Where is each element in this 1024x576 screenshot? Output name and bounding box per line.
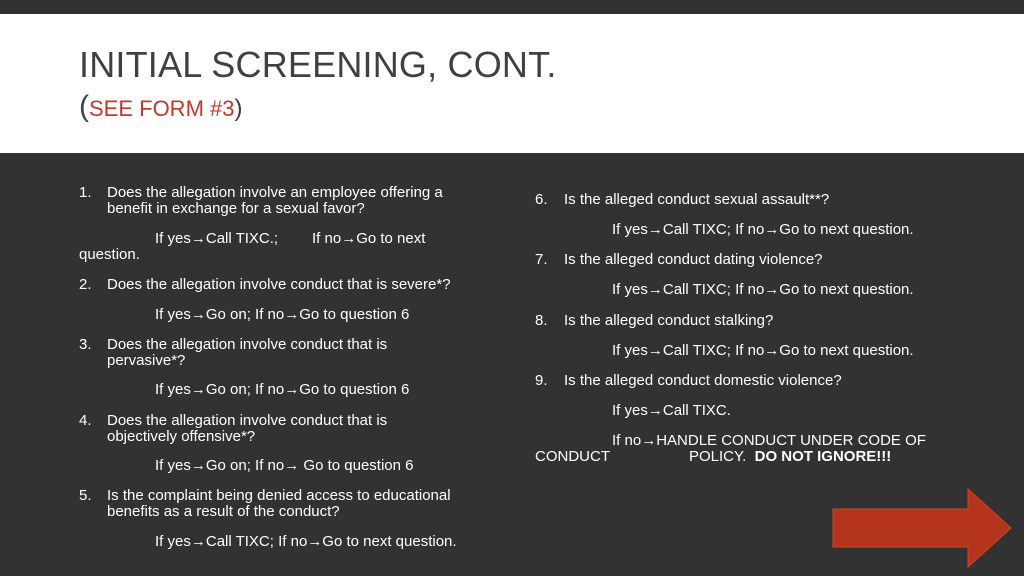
list-number: 1.: [79, 184, 92, 201]
answer-no-action: Go to next question.: [322, 533, 457, 550]
top-bar: [0, 0, 1024, 14]
answer-line: [612, 433, 926, 449]
arrow-icon: →: [190, 230, 206, 247]
answer-no-action: Go to next question.: [779, 221, 914, 238]
answer-line: [612, 222, 914, 238]
answer-line: [155, 307, 409, 323]
slide-title: INITIAL SCREENING, CONT.: [79, 44, 557, 85]
arrow-icon: →: [647, 402, 663, 419]
answer-line: [312, 231, 425, 247]
policy-text: POLICY.: [689, 448, 747, 465]
answer-yes-action: Go on; If no: [205, 381, 285, 398]
answer-no-action: Go to next: [356, 230, 426, 247]
answer-line: [612, 343, 914, 359]
answer-yes: If yes: [155, 306, 191, 323]
answer-no-action: Go to question 6: [299, 306, 410, 323]
arrow-icon: →: [764, 281, 780, 298]
answer-yes-action: Call TIXC.;: [205, 230, 279, 247]
answer-yes-action: Call TIXC; If no: [662, 281, 765, 298]
answer-line: [155, 382, 409, 398]
slide-subtitle: [79, 90, 242, 124]
answer-no-action: Go to question 6: [299, 381, 410, 398]
answer-no-action: Go to next question.: [779, 342, 914, 359]
answer-yes: If yes: [155, 457, 191, 474]
subtitle-form-ref: SEE FORM #3: [89, 96, 235, 121]
answer-continuation: CONDUCT: [535, 448, 610, 465]
question-text: objectively offensive*?: [107, 428, 256, 445]
arrow-icon: →: [764, 221, 780, 238]
answer-yes: If yes: [612, 342, 648, 359]
answer-line: [155, 534, 457, 550]
question-text: Does the allegation involve conduct that is: [107, 412, 388, 429]
arrow-icon: →: [307, 533, 323, 550]
answer-no-action: HANDLE CONDUCT UNDER CODE OF: [656, 432, 926, 449]
arrow-icon: →: [190, 306, 206, 323]
question-text: pervasive*?: [107, 352, 186, 369]
arrow-icon: →: [284, 306, 300, 323]
arrow-icon: →: [647, 221, 663, 238]
arrow-icon: →: [647, 281, 663, 298]
answer-yes-action: Call TIXC; If no: [205, 533, 308, 550]
answer-yes: If yes: [612, 221, 648, 238]
answer-continuation: question.: [79, 246, 140, 263]
question-text: Is the alleged conduct stalking?: [564, 312, 774, 329]
answer-yes-action: Call TIXC; If no: [662, 221, 765, 238]
answer-continuation: [689, 449, 891, 465]
answer-yes: If yes: [612, 281, 648, 298]
subtitle-close-paren: ): [234, 95, 243, 122]
answer-yes: If yes: [155, 533, 191, 550]
do-not-ignore-warning: DO NOT IGNORE!!!: [754, 448, 892, 465]
answer-yes-action: Go on; If no: [205, 457, 285, 474]
list-number: 2.: [79, 276, 92, 293]
list-number: 6.: [535, 191, 548, 208]
answer-yes: If yes: [612, 402, 648, 419]
subtitle-open-paren: (: [79, 90, 89, 123]
list-number: 8.: [535, 312, 548, 329]
question-text: Is the alleged conduct domestic violence?: [564, 372, 842, 389]
question-text: benefit in exchange for a sexual favor?: [107, 200, 365, 217]
answer-line: [155, 231, 278, 247]
list-number: 5.: [79, 487, 92, 504]
answer-line: [612, 403, 731, 419]
arrow-icon: →: [641, 432, 657, 449]
next-slide-arrow-icon[interactable]: [832, 488, 1012, 568]
list-number: 3.: [79, 336, 92, 353]
answer-no-action: Go to question 6: [299, 457, 414, 474]
question-text: Does the allegation involve conduct that is: [107, 336, 388, 353]
list-number: 9.: [535, 372, 548, 389]
arrow-icon: →: [284, 457, 300, 474]
arrow-icon: →: [647, 342, 663, 359]
list-number: 4.: [79, 412, 92, 429]
arrow-icon: →: [284, 381, 300, 398]
arrow-icon: →: [190, 533, 206, 550]
answer-no: If no: [312, 230, 342, 247]
question-text: Is the complaint being denied access to educational: [107, 487, 451, 504]
answer-yes: If yes: [155, 230, 191, 247]
answer-line: [612, 282, 914, 298]
answer-no-action: Go to next question.: [779, 281, 914, 298]
title-panel: [0, 14, 1024, 153]
question-text: Is the alleged conduct sexual assault**?: [564, 191, 830, 208]
answer-yes: If yes: [155, 381, 191, 398]
answer-yes-action: Call TIXC; If no: [662, 342, 765, 359]
question-text: Does the allegation involve conduct that is severe*?: [107, 276, 451, 293]
question-text: benefits as a result of the conduct?: [107, 503, 340, 520]
answer-yes-action: Go on; If no: [205, 306, 285, 323]
answer-yes-action: Call TIXC.: [662, 402, 731, 419]
answer-line: [155, 458, 414, 474]
list-number: 7.: [535, 251, 548, 268]
question-text: Is the alleged conduct dating violence?: [564, 251, 823, 268]
question-text: Does the allegation involve an employee offering a: [107, 184, 443, 201]
arrow-icon: →: [190, 381, 206, 398]
arrow-icon: →: [341, 230, 357, 247]
answer-no: If no: [612, 432, 642, 449]
arrow-icon: →: [190, 457, 206, 474]
arrow-icon: →: [764, 342, 780, 359]
